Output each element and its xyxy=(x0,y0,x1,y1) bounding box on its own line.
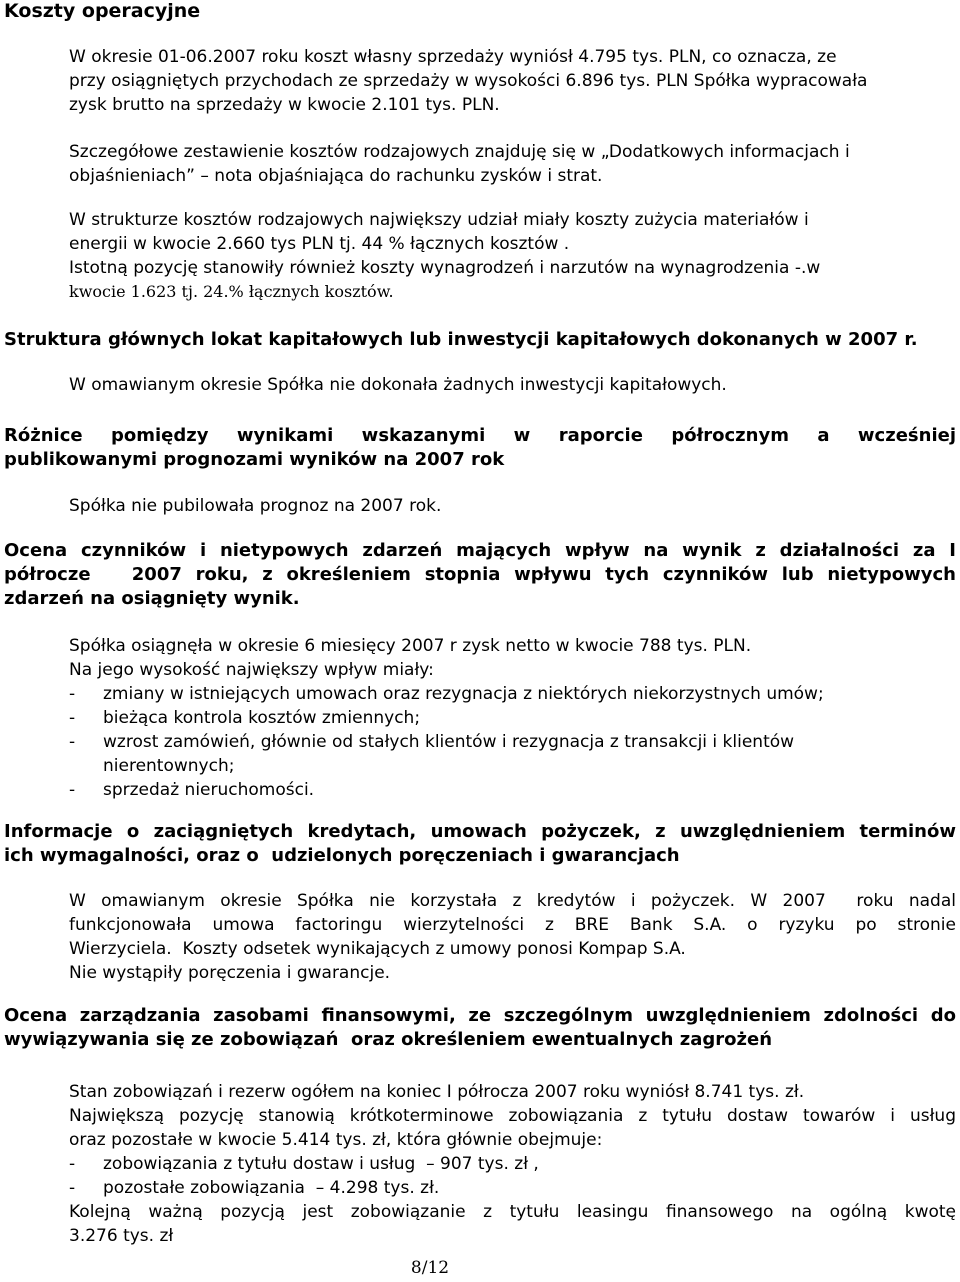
list-item xyxy=(69,706,949,730)
page-number: 8/12 xyxy=(410,1258,450,1278)
paragraph-line: W strukturze kosztów rodzajowych największy udział miały koszty zużycia materiałów i xyxy=(69,210,809,230)
paragraph-line: objaśnieniach” – nota objaśniająca do rachunku zysków i strat. xyxy=(69,166,603,186)
list-item xyxy=(69,778,949,802)
paragraph-line: W omawianym okresie Spółka nie dokonała żadnych inwestycji kapitałowych. xyxy=(69,375,727,395)
list-item-text: nierentownych; xyxy=(103,756,235,776)
list-item-text: zobowiązania z tytułu dostaw i usług – 907 tys. zł , xyxy=(103,1154,539,1174)
paragraph-line: W omawianym okresie Spółka nie korzystała z kredytów i pożyczek. W 2007 roku nadal xyxy=(69,891,956,911)
page-footer xyxy=(0,1258,860,1278)
paragraph-line: Kolejną ważną pozycją jest zobowiązanie z tytułu leasingu finansowego na ogólną kwotę xyxy=(69,1202,956,1222)
list-dash: - xyxy=(69,1154,76,1174)
heading-ocena-czynnikow-cont: półrocze 2007 roku, z określeniem stopnia wpływu tych czynników lub nietypowych xyxy=(4,564,956,585)
list-item xyxy=(69,682,949,706)
list-item-text: wzrost zamówień, głównie od stałych klientów i rezygnacja z transakcji i klientów xyxy=(103,732,795,752)
list-item-text: pozostałe zobowiązania – 4.298 tys. zł. xyxy=(103,1178,440,1198)
paragraph-line: zysk brutto na sprzedaży w kwocie 2.101 tys. PLN. xyxy=(69,95,500,115)
paragraph-line: Największą pozycję stanowią krótkoterminowe zobowiązania z tytułu dostaw towarów i usług xyxy=(69,1106,956,1126)
paragraph-line: Spółka osiągnęła w okresie 6 miesięcy 2007 r zysk netto w kwocie 788 tys. PLN. xyxy=(69,636,752,656)
paragraph-line: 3.276 tys. zł xyxy=(69,1226,174,1246)
paragraph-line: W okresie 01-06.2007 roku koszt własny sprzedaży wyniósł 4.795 tys. PLN, co oznacza, ze xyxy=(69,47,837,67)
list-item-text: sprzedaż nieruchomości. xyxy=(103,780,315,800)
paragraph-line: Istotną pozycję stanowiły również koszty wynagrodzeń i narzutów na wynagrodzenia -.w xyxy=(69,258,821,278)
paragraph-line: funkcjonowała umowa factoringu wierzytelności z BRE Bank S.A. o ryzyku po stronie xyxy=(69,915,956,935)
list-item-text: zmiany w istniejących umowach oraz rezygnacja z niektórych niekorzystnych umów; xyxy=(103,684,824,704)
paragraph-line: Spółka nie pubilowała prognoz na 2007 rok. xyxy=(69,496,442,516)
list-dash: - xyxy=(69,684,76,704)
heading-zarzadzanie-zasobami-cont: wywiązywania się ze zobowiązań oraz określeniem ewentualnych zagrożeń xyxy=(4,1029,773,1050)
paragraph-line: Na jego wysokość największy wpływ miały: xyxy=(69,660,434,680)
paragraph-line: Stan zobowiązań i rezerw ogółem na koniec I półrocza 2007 roku wyniósł 8.741 tys. zł. xyxy=(69,1082,805,1102)
list-item-text: bieżąca kontrola kosztów zmiennych; xyxy=(103,708,421,728)
heading-ocena-czynnikow-end: zdarzeń na osiągnięty wynik. xyxy=(4,588,300,609)
list-dash: - xyxy=(69,780,76,800)
list-item xyxy=(69,1152,949,1176)
paragraph-line: Nie wystąpiły poręczenia i gwarancje. xyxy=(69,963,391,983)
list-dash: - xyxy=(69,1178,76,1198)
list-item-continuation xyxy=(69,754,949,778)
paragraph-line: przy osiągniętych przychodach ze sprzedaży w wysokości 6.896 tys. PLN Spółka wypracowała xyxy=(69,71,868,91)
heading-roznice-prognozy-cont: publikowanymi prognozami wyników na 2007 rok xyxy=(4,449,505,470)
list-dash: - xyxy=(69,708,76,728)
heading-koszty-operacyjne: Koszty operacyjne xyxy=(4,0,201,22)
heading-roznice-prognozy: Różnice pomiędzy wynikami wskazanymi w raporcie półrocznym a wcześniej xyxy=(4,425,956,446)
paragraph-line: Szczegółowe zestawienie kosztów rodzajowych znajduję się w „Dodatkowych informacjach i xyxy=(69,142,850,162)
heading-zarzadzanie-zasobami: Ocena zarządzania zasobami finansowymi, ze szczególnym uwzględnieniem zdolności do xyxy=(4,1005,956,1026)
heading-ocena-czynnikow: Ocena czynników i nietypowych zdarzeń mających wpływ na wynik z działalności za I xyxy=(4,540,956,561)
list-dash: - xyxy=(69,732,76,752)
paragraph-line: energii w kwocie 2.660 tys PLN tj. 44 % łącznych kosztów . xyxy=(69,234,570,254)
heading-struktura-lokat: Struktura głównych lokat kapitałowych lub inwestycji kapitałowych dokonanych w 2007 r. xyxy=(4,329,918,350)
paragraph-line: Wierzyciela. Koszty odsetek wynikających z umowy ponosi Kompap S.A. xyxy=(69,939,686,959)
list-item xyxy=(69,730,949,754)
paragraph-line: kwocie 1.623 tj. 24.% łącznych kosztów. xyxy=(69,282,394,301)
paragraph-line: oraz pozostałe w kwocie 5.414 tys. zł, która głównie obejmuje: xyxy=(69,1130,603,1150)
heading-kredyty-cont: ich wymagalności, oraz o udzielonych poręczeniach i gwarancjach xyxy=(4,845,680,866)
list-item xyxy=(69,1176,949,1200)
heading-kredyty: Informacje o zaciągniętych kredytach, umowach pożyczek, z uwzględnieniem terminów xyxy=(4,821,956,842)
